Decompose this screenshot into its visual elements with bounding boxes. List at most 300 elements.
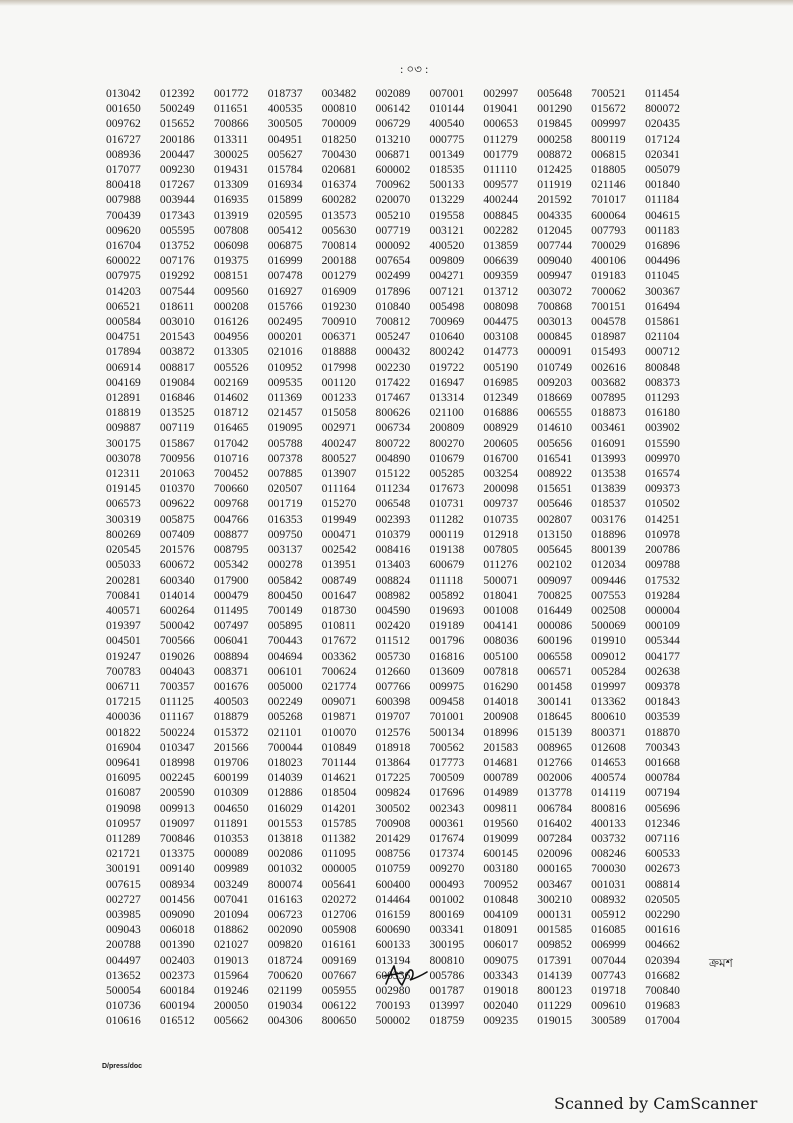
roll-number: 016374 — [321, 178, 357, 192]
roll-number: 005033 — [106, 558, 141, 572]
roll-number: 001032 — [267, 862, 303, 876]
roll-number: 006122 — [321, 999, 357, 1013]
roll-number: 008371 — [213, 664, 249, 678]
roll-number: 700521 — [591, 87, 626, 100]
roll-number: 400540 — [429, 117, 465, 131]
roll-number: 600002 — [375, 163, 411, 177]
roll-number: 700956 — [159, 451, 195, 465]
roll-number: 014018 — [483, 695, 519, 709]
roll-number: 020070 — [375, 193, 411, 207]
roll-number: 003121 — [429, 223, 465, 237]
roll-number: 010353 — [213, 831, 249, 845]
roll-number: 200188 — [321, 254, 357, 268]
roll-number: 005526 — [213, 360, 249, 374]
roll-number: 004177 — [645, 649, 680, 663]
roll-number: 001290 — [537, 102, 573, 116]
roll-number: 300191 — [106, 862, 141, 876]
roll-number: 400247 — [321, 436, 357, 450]
roll-number: 013919 — [213, 208, 249, 222]
roll-number: 010952 — [267, 360, 303, 374]
roll-number: 008894 — [213, 649, 249, 663]
roll-number: 005079 — [645, 163, 680, 177]
roll-number: 010840 — [375, 299, 411, 313]
roll-number: 005895 — [267, 619, 303, 633]
roll-number: 012918 — [483, 527, 519, 541]
roll-number: 000432 — [375, 345, 411, 359]
roll-number: 006142 — [375, 102, 411, 116]
roll-number: 007119 — [159, 421, 195, 435]
roll-number: 701017 — [591, 193, 626, 207]
roll-number: 003461 — [591, 421, 626, 435]
roll-number: 001647 — [321, 588, 357, 602]
roll-number: 005100 — [483, 649, 519, 663]
roll-number: 004951 — [267, 132, 303, 146]
roll-number: 017896 — [375, 284, 411, 298]
roll-number: 017077 — [106, 163, 141, 177]
roll-number: 000712 — [645, 345, 680, 359]
scan-edge-shadow — [0, 0, 793, 6]
roll-number: 009458 — [429, 695, 465, 709]
roll-number: 001787 — [429, 983, 465, 997]
roll-number: 800270 — [429, 436, 465, 450]
roll-number: 004751 — [106, 330, 141, 344]
roll-number: 003341 — [429, 923, 465, 937]
roll-number: 018879 — [213, 710, 249, 724]
roll-number: 003343 — [483, 968, 519, 982]
roll-number: 017894 — [106, 345, 141, 359]
roll-number: 007497 — [213, 619, 249, 633]
roll-number: 020341 — [645, 147, 680, 161]
roll-number: 017674 — [429, 831, 465, 845]
roll-number: 001002 — [429, 892, 465, 906]
roll-number: 007116 — [645, 831, 680, 845]
roll-number: 019997 — [591, 679, 626, 693]
roll-number: 019084 — [159, 375, 195, 389]
roll-number: 005627 — [267, 147, 303, 161]
roll-number: 300210 — [537, 892, 573, 906]
roll-number: 008151 — [213, 269, 249, 283]
roll-number: 019138 — [429, 543, 465, 557]
roll-number: 002169 — [213, 375, 249, 389]
roll-number: 020272 — [321, 892, 357, 906]
roll-number: 020681 — [321, 163, 357, 177]
roll-number: 007194 — [645, 786, 680, 800]
roll-number: 002089 — [375, 87, 411, 100]
roll-number: 002343 — [429, 801, 465, 815]
roll-number: 500133 — [429, 178, 465, 192]
roll-number: 010379 — [375, 527, 411, 541]
roll-number: 001719 — [267, 497, 303, 511]
roll-number: 001668 — [645, 755, 680, 769]
roll-number: 013403 — [375, 558, 411, 572]
roll-number: 008872 — [537, 147, 573, 161]
roll-number: 019707 — [375, 710, 411, 724]
roll-number: 800848 — [645, 360, 680, 374]
roll-number: 007001 — [429, 87, 465, 100]
roll-number: 005955 — [321, 983, 357, 997]
roll-number: 002090 — [267, 923, 303, 937]
roll-number: 016700 — [483, 451, 519, 465]
file-reference: D/press/doc — [102, 1063, 143, 1070]
roll-number: 700509 — [429, 771, 465, 785]
roll-number: 013229 — [429, 193, 465, 207]
roll-number: 000005 — [321, 862, 357, 876]
roll-number: 009852 — [537, 938, 573, 952]
roll-number: 006571 — [537, 664, 573, 678]
roll-number: 009090 — [159, 907, 195, 921]
roll-number: 000131 — [537, 907, 573, 921]
roll-number: 800816 — [591, 801, 626, 815]
roll-number: 013362 — [591, 695, 626, 709]
roll-number: 014989 — [483, 786, 519, 800]
roll-number: 016934 — [267, 178, 303, 192]
roll-number: 000086 — [537, 619, 573, 633]
roll-number: 016159 — [375, 907, 411, 921]
roll-number: 018504 — [321, 786, 357, 800]
roll-number: 500069 — [591, 619, 626, 633]
roll-number: 200447 — [159, 147, 195, 161]
roll-number: 015493 — [591, 345, 626, 359]
roll-number: 700443 — [267, 634, 303, 648]
roll-number: 021016 — [267, 345, 303, 359]
roll-number: 010957 — [106, 816, 141, 830]
roll-number: 016947 — [429, 375, 465, 389]
roll-number: 004890 — [375, 451, 411, 465]
roll-number: 007544 — [159, 284, 195, 298]
scanner-watermark: Scanned by CamScanner — [554, 1094, 758, 1113]
roll-number: 500002 — [375, 1014, 411, 1028]
roll-number: 009270 — [429, 862, 465, 876]
roll-number: 016904 — [106, 740, 141, 754]
roll-number: 011282 — [429, 512, 464, 526]
roll-number: 700620 — [267, 968, 303, 982]
roll-number: 013752 — [159, 239, 195, 253]
roll-number: 009622 — [159, 497, 195, 511]
roll-number: 012706 — [321, 907, 357, 921]
roll-number: 008934 — [159, 877, 195, 891]
roll-number: 009378 — [645, 679, 680, 693]
roll-number: 700029 — [591, 239, 626, 253]
roll-number: 010759 — [375, 862, 411, 876]
roll-number: 019292 — [159, 269, 195, 283]
roll-number: 010640 — [429, 330, 465, 344]
roll-number: 013818 — [267, 831, 303, 845]
roll-number: 009768 — [213, 497, 249, 511]
roll-number: 700149 — [267, 603, 303, 617]
roll-number: 006734 — [375, 421, 411, 435]
roll-number: 008932 — [591, 892, 626, 906]
roll-number: 009359 — [483, 269, 519, 283]
roll-number: 011184 — [645, 193, 679, 207]
roll-number: 005284 — [591, 664, 626, 678]
roll-number: 400036 — [106, 710, 141, 724]
roll-number: 018996 — [483, 725, 519, 739]
roll-number: 006548 — [375, 497, 411, 511]
roll-number: 700783 — [106, 664, 141, 678]
roll-number: 009169 — [321, 953, 357, 967]
roll-number: 007805 — [483, 543, 519, 557]
roll-number: 019097 — [159, 816, 195, 830]
roll-number: 019095 — [267, 421, 303, 435]
roll-number: 006999 — [591, 938, 626, 952]
roll-number: 007975 — [106, 269, 141, 283]
roll-number: 005788 — [267, 436, 303, 450]
roll-number: 012425 — [537, 163, 573, 177]
roll-number: 008098 — [483, 299, 519, 313]
roll-number: 800810 — [429, 953, 465, 967]
roll-number: 016682 — [645, 968, 680, 982]
roll-number: 009560 — [213, 284, 249, 298]
roll-number: 200281 — [106, 573, 141, 587]
roll-number: 016935 — [213, 193, 249, 207]
roll-number: 018535 — [429, 163, 465, 177]
roll-number: 019910 — [591, 634, 626, 648]
roll-number: 201094 — [213, 907, 249, 921]
roll-number: 018091 — [483, 923, 519, 937]
roll-number: 003985 — [106, 907, 141, 921]
roll-number: 018611 — [159, 299, 195, 313]
roll-number: 011495 — [213, 603, 249, 617]
roll-number: 015766 — [267, 299, 303, 313]
roll-number: 700969 — [429, 315, 465, 329]
roll-number: 006784 — [537, 801, 573, 815]
roll-number: 019145 — [106, 482, 141, 496]
roll-number: 016727 — [106, 132, 141, 146]
roll-number: 013311 — [213, 132, 249, 146]
roll-number: 012392 — [159, 87, 195, 100]
roll-number: 001822 — [106, 725, 141, 739]
roll-number: 012311 — [106, 467, 141, 481]
roll-number: 005696 — [645, 801, 680, 815]
roll-number: 018645 — [537, 710, 573, 724]
roll-number: 016290 — [483, 679, 519, 693]
roll-number: 014139 — [537, 968, 573, 982]
roll-number: 600398 — [375, 695, 411, 709]
roll-number: 016095 — [106, 771, 141, 785]
roll-number: 003944 — [159, 193, 195, 207]
roll-number: 010978 — [645, 527, 680, 541]
roll-number: 012608 — [591, 740, 626, 754]
roll-number: 000845 — [537, 330, 573, 344]
roll-number: 006815 — [591, 147, 626, 161]
roll-number: 016402 — [537, 816, 573, 830]
roll-number: 014119 — [591, 786, 626, 800]
roll-number: 701144 — [321, 755, 356, 769]
roll-number: 800169 — [429, 907, 465, 921]
roll-number: 020595 — [267, 208, 303, 222]
roll-number: 600022 — [106, 254, 141, 268]
roll-number: 700030 — [591, 862, 626, 876]
roll-number: 006558 — [537, 649, 573, 663]
roll-number: 010735 — [483, 512, 519, 526]
roll-number: 019284 — [645, 588, 680, 602]
roll-number: 400571 — [106, 603, 141, 617]
roll-number: 019871 — [321, 710, 357, 724]
roll-number: 001843 — [645, 695, 680, 709]
roll-number: 700812 — [375, 315, 411, 329]
roll-number: 200050 — [213, 999, 249, 1013]
roll-number: 004271 — [429, 269, 465, 283]
roll-number: 002245 — [159, 771, 195, 785]
roll-number: 201576 — [159, 543, 195, 557]
roll-number: 700357 — [159, 679, 195, 693]
roll-number: 004169 — [106, 375, 141, 389]
roll-number: 006729 — [375, 117, 411, 131]
roll-number: 300319 — [106, 512, 141, 526]
roll-number: 001008 — [483, 603, 519, 617]
roll-number: 300502 — [375, 801, 411, 815]
roll-number: 005000 — [267, 679, 303, 693]
roll-number: 009737 — [483, 497, 519, 511]
roll-number: 005595 — [159, 223, 195, 237]
roll-number: 001616 — [645, 923, 680, 937]
roll-number: 011279 — [483, 132, 518, 146]
roll-number: 010502 — [645, 497, 680, 511]
roll-number: 004694 — [267, 649, 303, 663]
roll-number: 017343 — [159, 208, 195, 222]
roll-number: 007121 — [429, 284, 465, 298]
roll-number: 201063 — [159, 467, 195, 481]
roll-number: 009373 — [645, 482, 680, 496]
roll-number: 002040 — [483, 999, 519, 1013]
continued-label: ক্রমশ — [709, 956, 733, 970]
roll-number: 003013 — [537, 315, 573, 329]
roll-number: 021101 — [267, 725, 303, 739]
roll-number: 009446 — [591, 573, 626, 587]
roll-number: 007793 — [591, 223, 626, 237]
roll-number: 000810 — [321, 102, 357, 116]
roll-number: 009824 — [375, 786, 411, 800]
roll-number: 009997 — [591, 117, 626, 131]
roll-number: 010848 — [483, 892, 519, 906]
roll-number: 020435 — [645, 117, 680, 131]
roll-number: 015651 — [537, 482, 573, 496]
roll-number: 011382 — [321, 831, 356, 845]
roll-number-grid — [106, 86, 699, 1029]
roll-number: 009809 — [429, 254, 465, 268]
roll-number: 002616 — [591, 360, 626, 374]
roll-number: 019018 — [483, 983, 519, 997]
roll-number: 400133 — [591, 816, 626, 830]
roll-number: 005648 — [537, 87, 573, 100]
roll-number: 002673 — [645, 862, 680, 876]
roll-number: 011118 — [429, 573, 463, 587]
roll-number: 004766 — [213, 512, 249, 526]
signature — [380, 958, 430, 990]
roll-number: 300505 — [267, 117, 303, 131]
roll-number: 007409 — [159, 527, 195, 541]
roll-number: 000653 — [483, 117, 519, 131]
roll-number: 009788 — [645, 558, 680, 572]
roll-number: 019693 — [429, 603, 465, 617]
roll-number: 016449 — [537, 603, 573, 617]
roll-number: 004956 — [213, 330, 249, 344]
roll-number: 000091 — [537, 345, 573, 359]
roll-number: 015122 — [375, 467, 411, 481]
roll-number: 007044 — [591, 953, 626, 967]
roll-number: 600690 — [375, 923, 411, 937]
roll-number: 011045 — [645, 269, 680, 283]
roll-number: 007885 — [267, 467, 303, 481]
roll-number: 017672 — [321, 634, 357, 648]
roll-number: 006101 — [267, 664, 303, 678]
roll-number: 201429 — [375, 831, 411, 845]
roll-number: 015672 — [591, 102, 626, 116]
roll-number: 008795 — [213, 543, 249, 557]
roll-number: 005908 — [321, 923, 357, 937]
roll-number: 013042 — [106, 87, 141, 100]
roll-number: 002102 — [537, 558, 573, 572]
roll-number: 700866 — [213, 117, 249, 131]
roll-number: 003872 — [159, 345, 195, 359]
roll-number: 008922 — [537, 467, 573, 481]
roll-number: 011229 — [537, 999, 572, 1013]
roll-number: 021104 — [645, 330, 680, 344]
roll-number: 010370 — [159, 482, 195, 496]
roll-number: 019560 — [483, 816, 519, 830]
roll-number: 015590 — [645, 436, 680, 450]
roll-number: 300367 — [645, 284, 680, 298]
roll-number: 012891 — [106, 391, 141, 405]
roll-number: 015785 — [321, 816, 357, 830]
roll-number: 017215 — [106, 695, 141, 709]
roll-number: 001390 — [159, 938, 195, 952]
roll-number: 400106 — [591, 254, 626, 268]
roll-number: 002971 — [321, 421, 357, 435]
roll-number: 006017 — [483, 938, 519, 952]
roll-number: 600133 — [375, 938, 411, 952]
roll-number: 001553 — [267, 816, 303, 830]
roll-number: 400535 — [267, 102, 303, 116]
roll-number: 021027 — [213, 938, 249, 952]
roll-number: 700343 — [645, 740, 680, 754]
roll-number: 009989 — [213, 862, 249, 876]
roll-number: 005892 — [429, 588, 465, 602]
roll-number: 003682 — [591, 375, 626, 389]
roll-number: 003176 — [591, 512, 626, 526]
roll-number: 015784 — [267, 163, 303, 177]
roll-number: 015867 — [159, 436, 195, 450]
roll-number: 001650 — [106, 102, 141, 116]
roll-number: 200605 — [483, 436, 519, 450]
roll-number: 016126 — [213, 315, 249, 329]
roll-number: 016180 — [645, 406, 680, 420]
roll-number: 008814 — [645, 877, 680, 891]
roll-number: 009140 — [159, 862, 195, 876]
roll-number: 004306 — [267, 1014, 303, 1028]
roll-number: 700846 — [159, 831, 195, 845]
roll-number: 017391 — [537, 953, 573, 967]
roll-number: 019099 — [483, 831, 519, 845]
roll-number: 000278 — [267, 558, 303, 572]
roll-number: 500134 — [429, 725, 465, 739]
roll-number: 018537 — [591, 497, 626, 511]
roll-number: 002727 — [106, 892, 141, 906]
roll-number: 011512 — [375, 634, 410, 648]
roll-number: 003254 — [483, 467, 519, 481]
roll-number: 700562 — [429, 740, 465, 754]
roll-number: 002495 — [267, 315, 303, 329]
roll-number: 600184 — [159, 983, 195, 997]
roll-number: 010811 — [321, 619, 356, 633]
roll-number: 004043 — [159, 664, 195, 678]
roll-number: 011369 — [267, 391, 303, 405]
roll-number: 400520 — [429, 239, 465, 253]
roll-number: 800119 — [591, 132, 626, 146]
roll-number: 002420 — [375, 619, 411, 633]
roll-number: 009535 — [267, 375, 303, 389]
roll-number: 015652 — [159, 117, 195, 131]
